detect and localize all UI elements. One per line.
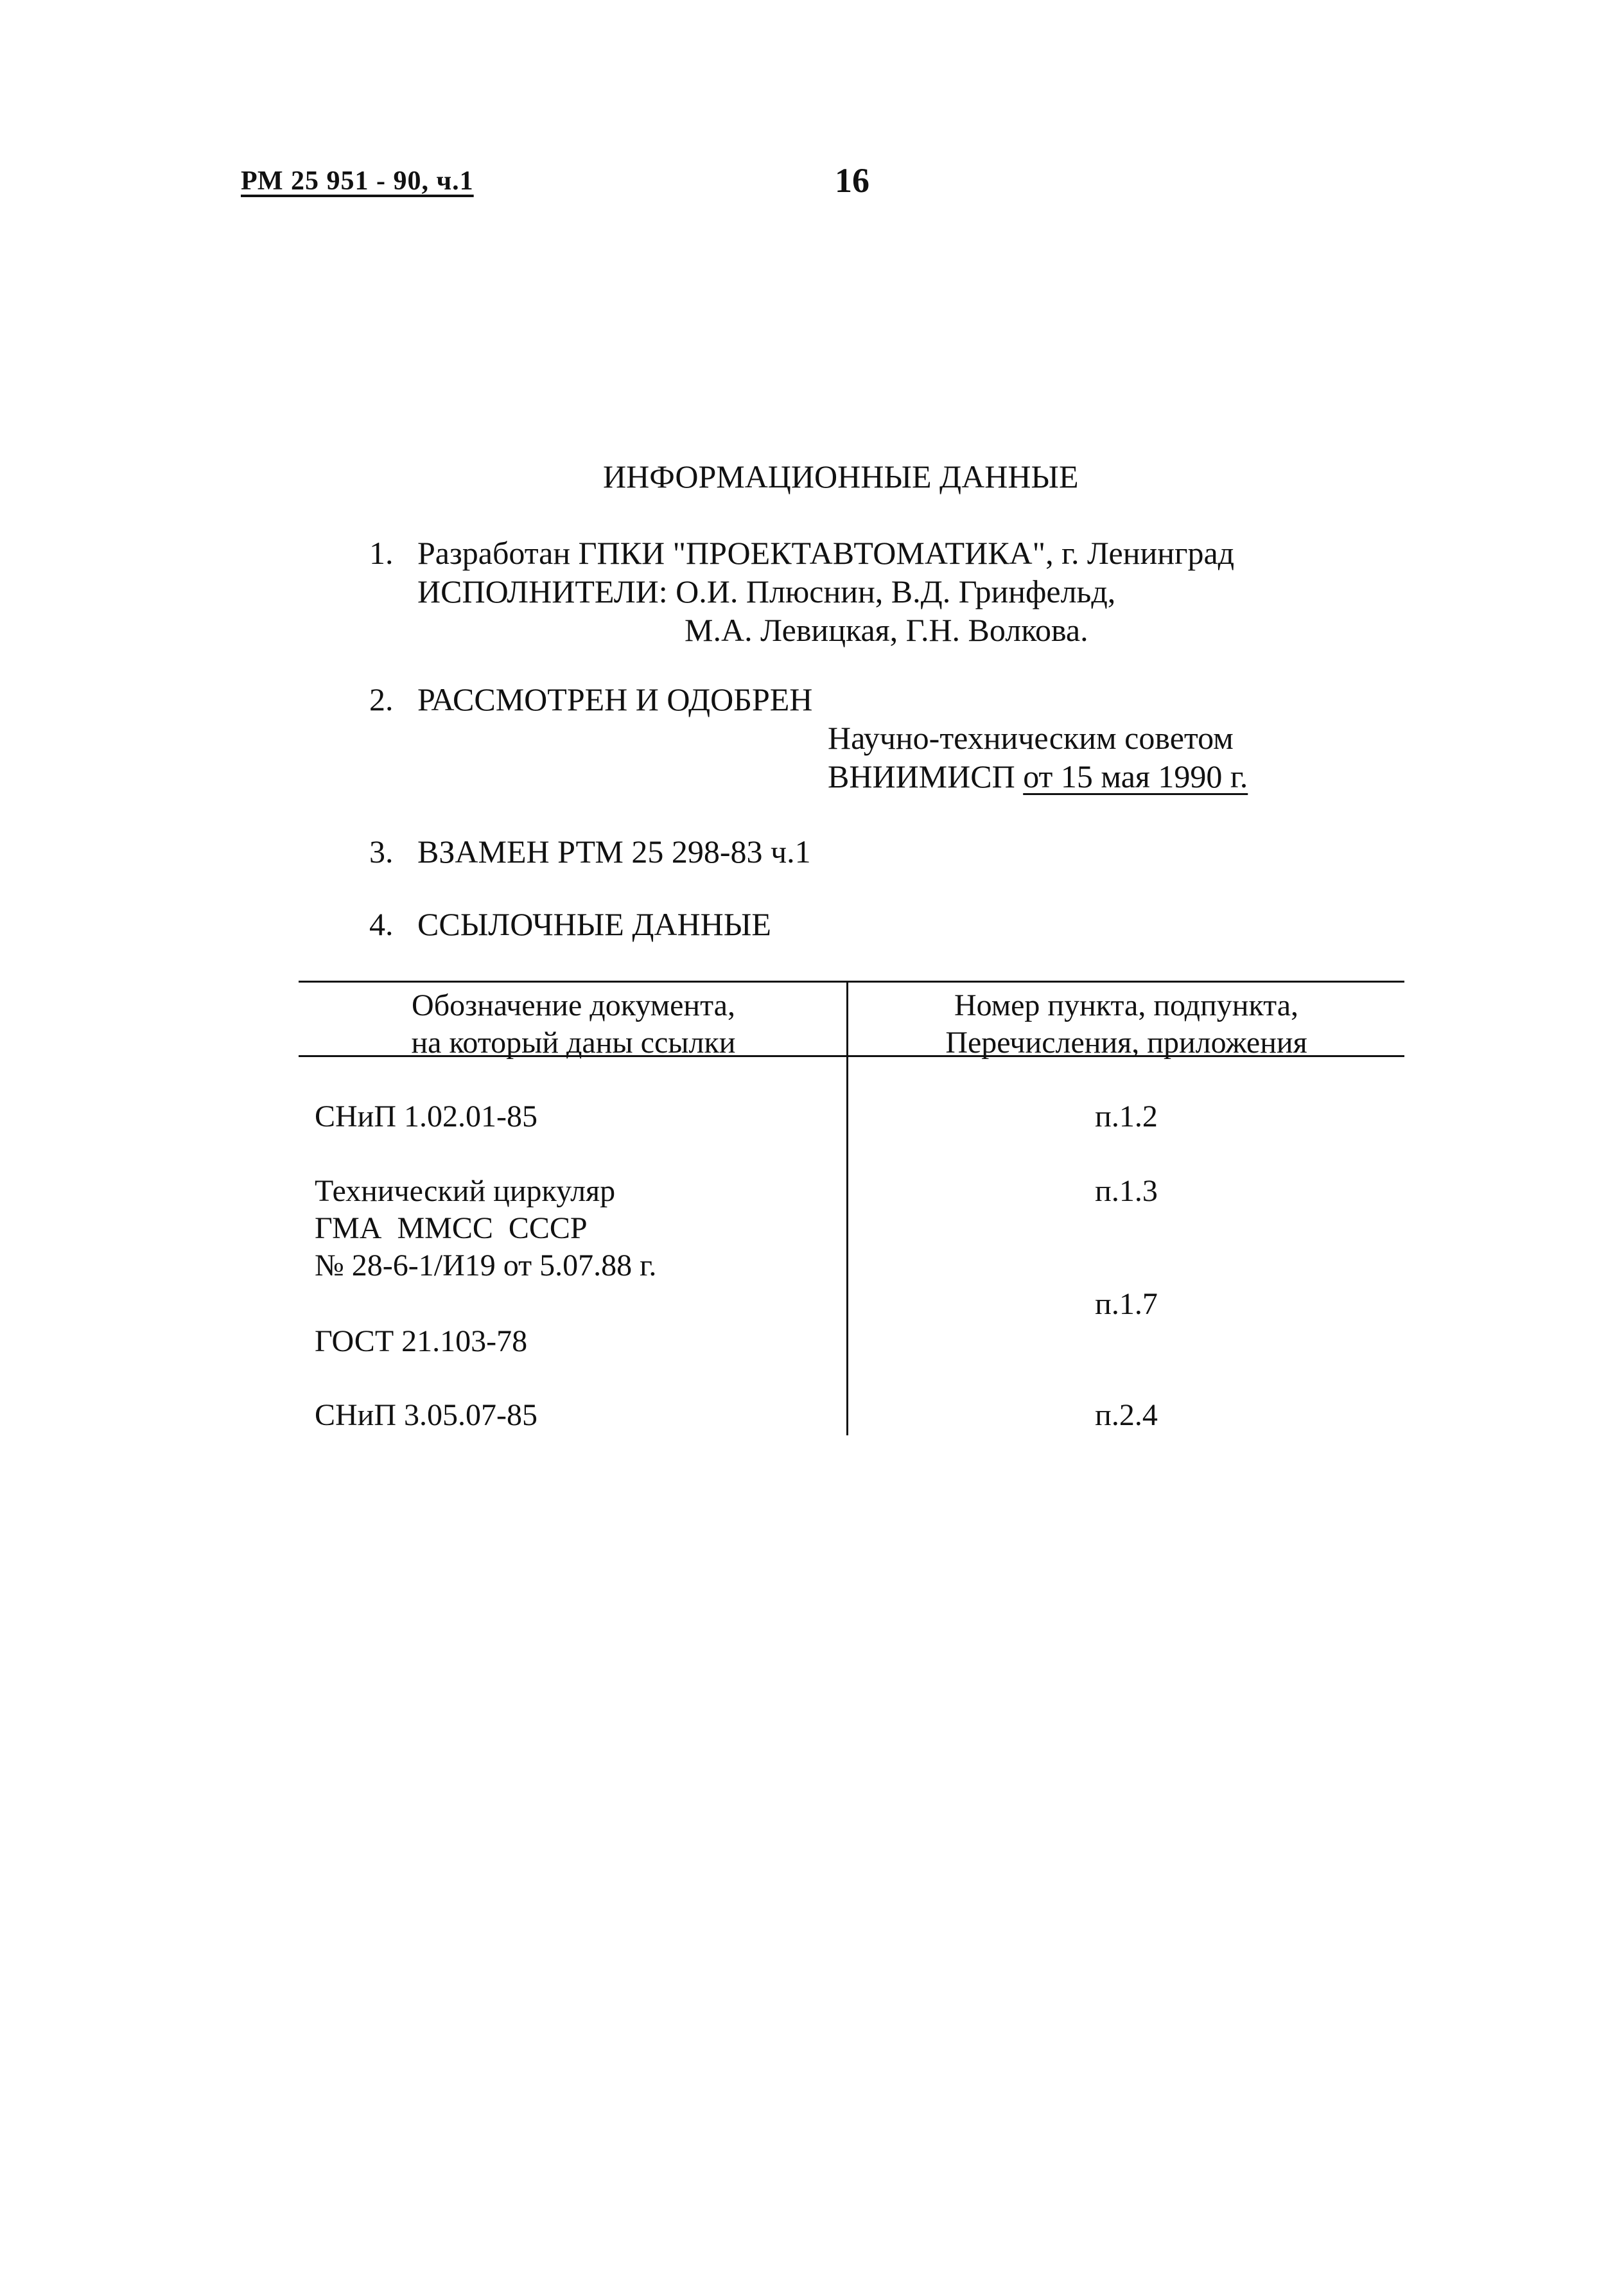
table-row-3-document: ГОСТ 21.103-78 xyxy=(315,1324,528,1358)
item-2-approved: РАССМОТРЕН И ОДОБРЕН xyxy=(417,681,813,717)
item-1-developer: Разработан ГПКИ "ПРОЕКТАВТОМАТИКА", г. Ленинград xyxy=(417,535,1235,571)
table-row-2-document: Технический циркуляр ГМА ММСС СССР № 28-6-1/И19 от 5.07.88 г. xyxy=(315,1174,657,1282)
table-header-document: Обозначение документа, на который даны ссылки xyxy=(411,988,736,1060)
table-row-1-clause: п.1.2 xyxy=(1095,1099,1158,1134)
document-code: РМ 25 951 - 90, ч.1 xyxy=(241,166,474,196)
table-row-3-clause: п.1.7 xyxy=(1095,1287,1158,1321)
item-1-executors: ИСПОЛНИТЕЛИ: О.И. Плюснин, В.Д. Гринфельд, xyxy=(417,573,1116,609)
item-2-date: от 15 мая 1990 г. xyxy=(1023,758,1248,794)
item-2-council: Научно-техническим советом xyxy=(828,720,1234,756)
item-3-replaces: ВЗАМЕН РТМ 25 298-83 ч.1 xyxy=(417,834,811,870)
item-4-references: ССЫЛОЧНЫЕ ДАННЫЕ xyxy=(417,906,771,942)
page-number: 16 xyxy=(835,161,869,200)
table-row-1-document: СНиП 1.02.01-85 xyxy=(315,1099,538,1134)
table-header-clause: Номер пункта, подпункта, Перечисления, приложения xyxy=(945,988,1307,1060)
table-row-4-clause: п.2.4 xyxy=(1095,1398,1158,1432)
item-2-number: 2. xyxy=(369,681,394,717)
table-row-4-document: СНиП 3.05.07-85 xyxy=(315,1398,538,1432)
item-2-organization: ВНИИМИСП xyxy=(828,758,1015,794)
item-1-number: 1. xyxy=(369,535,394,571)
table-top-rule xyxy=(299,981,1404,983)
page-title: ИНФОРМАЦИОННЫЕ ДАННЫЕ xyxy=(603,459,1079,495)
table-row-2-clause: п.1.3 xyxy=(1095,1174,1158,1208)
item-1-executors-cont: М.А. Левицкая, Г.Н. Волкова. xyxy=(685,612,1088,648)
item-3-number: 3. xyxy=(369,834,394,870)
item-4-number: 4. xyxy=(369,906,394,942)
item-2-approval-line xyxy=(828,758,1248,795)
